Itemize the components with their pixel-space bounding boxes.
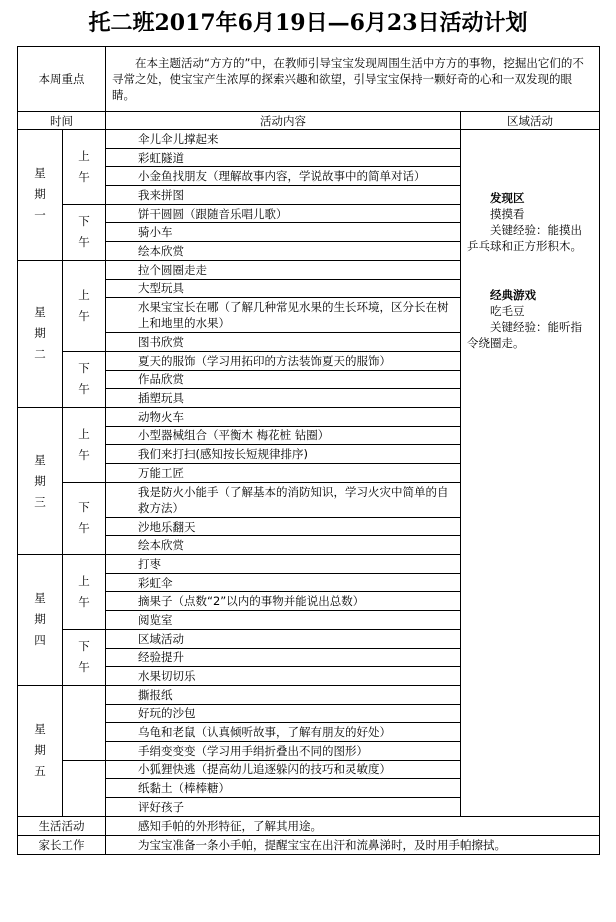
afternoon-label: [63, 482, 106, 554]
life-activity-text: 感知手帕的外形特征，了解其用途。: [106, 816, 600, 835]
morning-label: [63, 555, 106, 630]
header-row: [18, 112, 600, 130]
activity-item: 万能工匠: [106, 464, 461, 483]
half-day-label-text: 下午: [78, 361, 90, 397]
activity-item: 图书欣赏: [106, 333, 461, 352]
activity-item: 我们来打扫(感知按长短规律排序): [106, 445, 461, 464]
day-label-text: 星期四: [34, 591, 46, 648]
area-block: [467, 190, 593, 254]
activity-item: 骑小车: [106, 223, 461, 242]
activity-item: 彩虹隧道: [106, 148, 461, 167]
life-activity-label: 生活活动: [18, 816, 106, 835]
area-header: 区域活动: [461, 112, 600, 130]
area-activities: [461, 130, 600, 817]
morning-label: [63, 130, 106, 205]
activity-item: 水果宝宝长在哪（了解几种常见水果的生长环境，区分长在树上和地里的水果）: [106, 298, 461, 333]
day-label: [18, 407, 63, 554]
afternoon-label: [63, 760, 106, 816]
activity-item: 好玩的沙包: [106, 704, 461, 723]
activity-item: 动物火车: [106, 407, 461, 426]
parent-work-row: [18, 835, 600, 854]
activity-item: 插塑玩具: [106, 389, 461, 408]
activity-item: 小金鱼找朋友（理解故事内容，学说故事中的简单对话）: [106, 167, 461, 186]
activity-item: 作品欣赏: [106, 370, 461, 389]
weekly-focus-row: [18, 47, 600, 112]
weekly-focus-label: 本周重点: [18, 47, 106, 112]
activity-item: 乌龟和老鼠（认真倾听故事，了解有朋友的好处）: [106, 723, 461, 742]
activity-item: 拉个圆圈走走: [106, 260, 461, 279]
area-experience: 关键经验：能摸出乒乓球和正方形积木。: [467, 223, 582, 253]
activity-item: 小狐狸快逃（提高幼儿追逐躲闪的技巧和灵敏度）: [106, 760, 461, 779]
activity-item: 手绢变变变（学习用手绢折叠出不同的图形）: [106, 741, 461, 760]
half-day-label-text: 上午: [78, 426, 90, 462]
morning-label: [63, 685, 106, 760]
morning-label: [63, 260, 106, 351]
activity-plan-table: [17, 46, 600, 855]
activity-item: 评好孩子: [106, 798, 461, 817]
day-label: [18, 130, 63, 261]
afternoon-label: [63, 351, 106, 407]
activity-item: 撕报纸: [106, 685, 461, 704]
activity-item: 夏天的服饰（学习用拓印的方法装饰夏天的服饰）: [106, 351, 461, 370]
activity-item: 打枣: [106, 555, 461, 574]
area-item: 吃毛豆: [490, 304, 525, 318]
parent-work-text: 为宝宝准备一条小手帕，提醒宝宝在出汗和流鼻涕时，及时用手帕擦拭。: [106, 835, 600, 854]
half-day-label-text: 下午: [78, 639, 90, 675]
activity-item: 沙地乐翻天: [106, 517, 461, 536]
activity-item: 饼干圆圆（跟随音乐唱儿歌）: [106, 204, 461, 223]
day-label-text: 星期三: [34, 452, 46, 509]
area-item: 摸摸看: [490, 207, 525, 221]
activity-item: 纸黏土（棒棒糖）: [106, 779, 461, 798]
activity-item: 彩虹伞: [106, 573, 461, 592]
area-title: 经典游戏: [490, 288, 536, 302]
parent-work-label: 家长工作: [18, 835, 106, 854]
activity-item: 阅览室: [106, 611, 461, 630]
activity-item: 水果切切乐: [106, 667, 461, 686]
activity-item: 摘果子（点数“2”以内的事物并能说出总数）: [106, 592, 461, 611]
life-activity-row: [18, 816, 600, 835]
activity-item: 区域活动: [106, 629, 461, 648]
page-title: 托二班2017年6月19日—6月23日活动计划: [88, 10, 528, 36]
activity-item: 我是防火小能手（了解基本的消防知识，学习火灾中简单的自救方法）: [106, 482, 461, 517]
half-day-label-text: 上午: [78, 287, 90, 323]
time-header: 时间: [18, 112, 106, 130]
activity-item: 大型玩具: [106, 279, 461, 298]
area-block: [467, 287, 593, 351]
activity-item: 小型器械组合（平衡木 梅花桩 钻圈）: [106, 426, 461, 445]
activity-item: 绘本欣赏: [106, 242, 461, 261]
half-day-label-text: 上午: [78, 148, 90, 184]
weekly-focus-text: 在本主题活动“方方的”中，在教师引导宝宝发现周围生活中方方的事物，挖掘出它们的不寻常之处，使宝宝产生浓厚的探索兴趣和欲望，引导宝宝保持一颗好奇的心和一双发现的眼睛。: [106, 47, 600, 112]
activity-item: 经验提升: [106, 648, 461, 667]
day-label: [18, 260, 63, 407]
activity-item: 伞儿伞儿撑起来: [106, 130, 461, 149]
day-label-text: 星期五: [34, 722, 46, 779]
day-label-text: 星期二: [34, 305, 46, 362]
half-day-label-text: 下午: [78, 214, 90, 250]
activity-item: 绘本欣赏: [106, 536, 461, 555]
afternoon-label: [63, 629, 106, 685]
area-experience: 关键经验：能听指令绕圈走。: [467, 320, 582, 350]
activity-row: [18, 130, 600, 149]
day-label: [18, 685, 63, 816]
afternoon-label: [63, 204, 106, 260]
content-header: 活动内容: [106, 112, 461, 130]
area-title: 发现区: [490, 191, 525, 205]
morning-label: [63, 407, 106, 482]
day-label-text: 星期一: [34, 166, 46, 223]
day-label: [18, 555, 63, 686]
half-day-label-text: 下午: [78, 500, 90, 536]
activity-item: 我来拼图: [106, 186, 461, 205]
half-day-label-text: 上午: [78, 573, 90, 609]
